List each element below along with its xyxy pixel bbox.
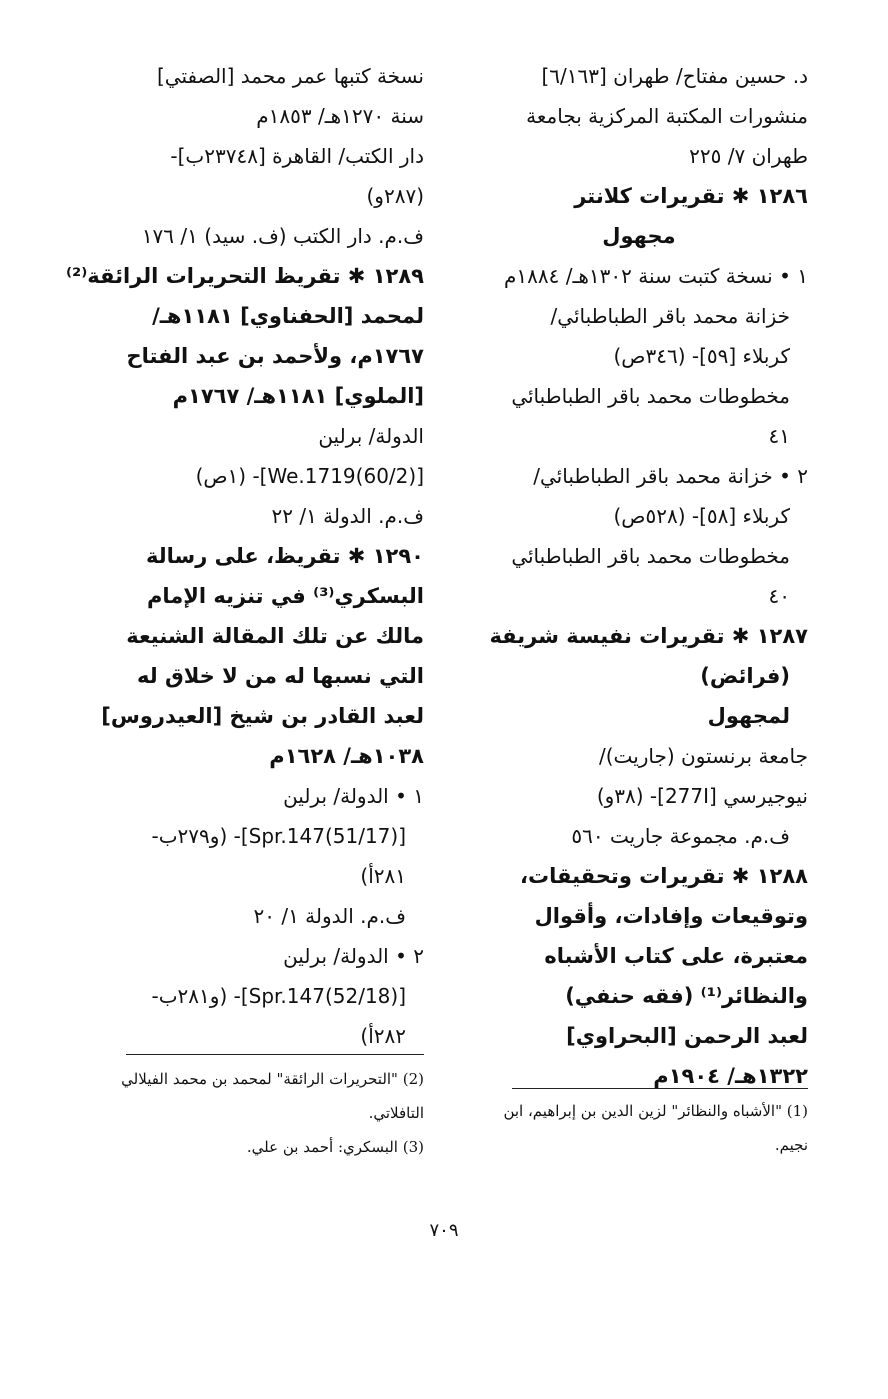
footnote-line: التافلاتي. bbox=[368, 1104, 424, 1122]
text-line: ٢ • خزانة محمد باقر الطباطبائي/ bbox=[533, 464, 808, 488]
text-line: ٢٨١أ) bbox=[360, 864, 406, 888]
text-line: دار الكتب/ القاهرة [٢٣٧٤٨ب]- bbox=[170, 144, 424, 168]
text-line: د. حسين مفتاح/ طهران [٦/١٦٣] bbox=[541, 64, 808, 88]
text-line: التي نسبها له من لا خلاق له bbox=[137, 664, 424, 688]
text-line: الدولة/ برلين bbox=[318, 424, 424, 448]
text-line: ف.م. دار الكتب (ف. سيد) ١/ ١٧٦ bbox=[141, 224, 424, 248]
text-line: ١٢٩٠ ✱ تقريظ، على رسالة bbox=[146, 544, 424, 568]
text-line: كربلاء [٥٨]- (٥٢٨ص) bbox=[613, 504, 790, 528]
text-line: ١٧٦٧م، ولأحمد بن عبد الفتاح bbox=[126, 344, 424, 368]
footnote-separator-left bbox=[126, 1054, 424, 1055]
text-line: نسخة كتبها عمر محمد [الصفتي] bbox=[156, 64, 424, 88]
text-line: ١ • الدولة/ برلين bbox=[283, 784, 424, 808]
text-line: لمجهول bbox=[707, 704, 790, 728]
text-line: نيوجيرسي [277I]- (٣٨و) bbox=[596, 784, 808, 808]
footnote-line: (3) البسكري: أحمد بن علي. bbox=[246, 1138, 424, 1156]
text-line: جامعة برنستون (جاريت)/ bbox=[599, 744, 808, 768]
text-line: لعبد القادر بن شيخ [العيدروس] bbox=[101, 704, 424, 728]
footnote-line: (2) "التحريرات الرائقة" لمحمد بن محمد الفيلالي bbox=[121, 1070, 424, 1088]
text-line: ٢٨٢أ) bbox=[360, 1024, 406, 1048]
footnote-separator-right bbox=[512, 1088, 808, 1089]
footnotes-right bbox=[470, 1094, 808, 1162]
text-line: [(60/2)We.1719]- (١ص) bbox=[195, 464, 424, 488]
text-line: ١٠٣٨هـ/ ١٦٢٨م bbox=[269, 744, 424, 768]
text-line: والنظائر⁽¹⁾ (فقه حنفي) bbox=[565, 984, 808, 1008]
left-column bbox=[65, 56, 424, 1056]
text-line: ف.م. الدولة ١/ ٢٢ bbox=[271, 504, 424, 528]
text-line: ٤٠ bbox=[768, 584, 790, 608]
text-line: ١٣٢٢هـ/ ١٩٠٤م bbox=[653, 1064, 808, 1088]
text-line: منشورات المكتبة المركزية بجامعة bbox=[526, 104, 808, 128]
text-line: مجهول bbox=[602, 224, 676, 248]
text-line: مالك عن تلك المقالة الشنيعة bbox=[126, 624, 424, 648]
text-line: ١٢٨٧ ✱ تقريرات نفيسة شريفة bbox=[489, 624, 808, 648]
text-line: (٢٨٧و) bbox=[366, 184, 424, 208]
text-line: معتبرة، على كتاب الأشباه bbox=[544, 944, 808, 968]
text-line: ٤١ bbox=[768, 424, 790, 448]
text-line: [(52/18)Spr.147]- (و٢٨١ب- bbox=[151, 984, 406, 1008]
text-line: كربلاء [٥٩]- (٣٤٦ص) bbox=[613, 344, 790, 368]
footnote-line: (1) "الأشباه والنظائر" لزين الدين بن إبراهيم، ابن bbox=[503, 1102, 808, 1120]
text-line: [الملوي] ١١٨١هـ/ ١٧٦٧م bbox=[172, 384, 424, 408]
text-line: ١٢٨٩ ✱ تقريظ التحريرات الرائقة⁽²⁾ bbox=[65, 264, 424, 288]
footnote-line: نجيم. bbox=[774, 1136, 808, 1154]
text-line: (فرائض) bbox=[700, 664, 790, 688]
right-column bbox=[470, 56, 808, 1096]
text-line: [(51/17)Spr.147]- (و٢٧٩ب- bbox=[151, 824, 406, 848]
text-line: مخطوطات محمد باقر الطباطبائي bbox=[511, 384, 790, 408]
text-line: ف.م. الدولة ١/ ٢٠ bbox=[253, 904, 406, 928]
text-line: مخطوطات محمد باقر الطباطبائي bbox=[511, 544, 790, 568]
text-line: ١٢٨٦ ✱ تقريرات كلانتر bbox=[574, 184, 808, 208]
text-line: لمحمد [الحفناوي] ١١٨١هـ/ bbox=[152, 304, 424, 328]
text-line: طهران ٧/ ٢٢٥ bbox=[689, 144, 808, 168]
text-line: ٢ • الدولة/ برلين bbox=[283, 944, 424, 968]
text-line: سنة ١٢٧٠هـ/ ١٨٥٣م bbox=[256, 104, 424, 128]
footnotes-left bbox=[88, 1062, 424, 1164]
text-line: ١٢٨٨ ✱ تقريرات وتحقيقات، bbox=[520, 864, 808, 888]
page-number: ٧٠٩ bbox=[429, 1220, 459, 1241]
text-line: وتوقيعات وإفادات، وأقوال bbox=[534, 904, 808, 928]
text-line: لعبد الرحمن [البحراوي] bbox=[566, 1024, 808, 1048]
text-line: ١ • نسخة كتبت سنة ١٣٠٢هـ/ ١٨٨٤م bbox=[504, 264, 808, 288]
text-line: خزانة محمد باقر الطباطبائي/ bbox=[550, 304, 790, 328]
text-line: البسكري⁽³⁾ في تنزيه الإمام bbox=[146, 584, 424, 608]
text-line: ف.م. مجموعة جاريت ٥٦٠ bbox=[571, 824, 790, 848]
